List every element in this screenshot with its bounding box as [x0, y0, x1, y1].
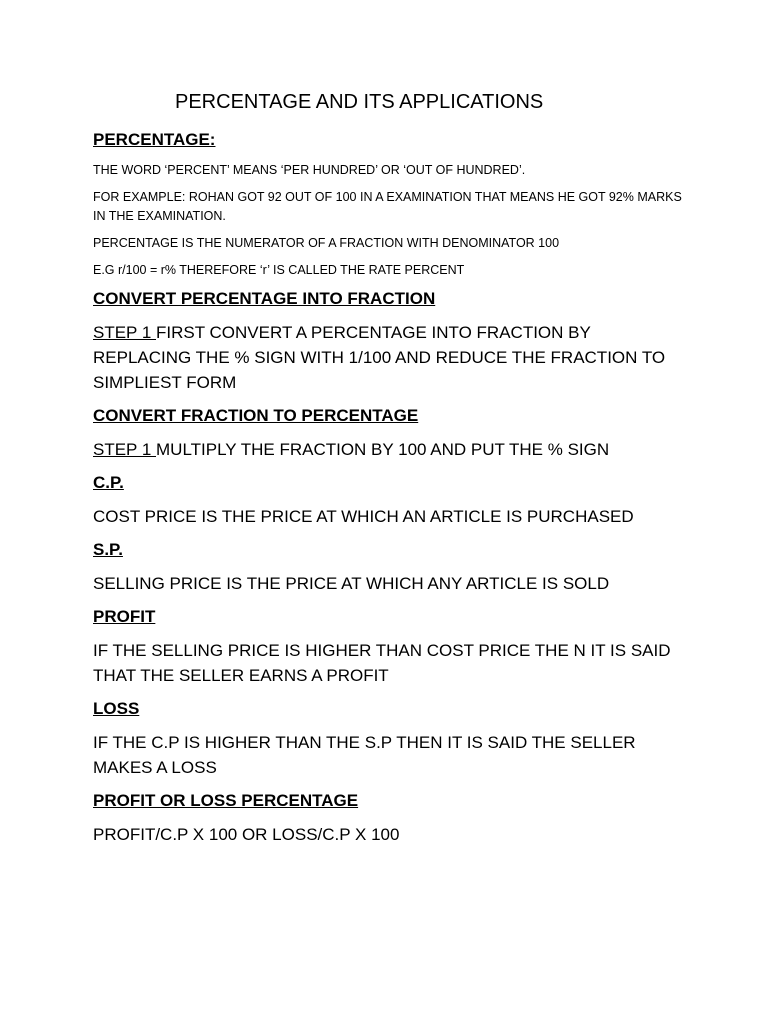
document-body: [93, 129, 683, 857]
step-fraction-to-percentage: [93, 437, 683, 462]
percentage-line-1: THE WORD ‘PERCENT’ MEANS ‘PER HUNDRED’ OR ‘OUT OF HUNDRED’.: [93, 163, 526, 177]
heading-loss: LOSS: [93, 699, 140, 718]
percentage-line-4: E.G r/100 = r% THEREFORE ‘r’ IS CALLED THE RATE PERCENT: [93, 263, 465, 277]
percentage-line-3: PERCENTAGE IS THE NUMERATOR OF A FRACTION WITH DENOMINATOR 100: [93, 236, 560, 250]
step-percentage-to-fraction: [93, 320, 683, 395]
cp-definition: COST PRICE IS THE PRICE AT WHICH AN ARTICLE IS PURCHASED: [93, 507, 634, 526]
step-label: STEP 1: [93, 440, 156, 459]
step-label: STEP 1: [93, 323, 156, 342]
loss-definition: IF THE C.P IS HIGHER THAN THE S.P THEN IT IS SAID THE SELLER MAKES A LOSS: [93, 733, 636, 777]
heading-cp: C.P.: [93, 473, 124, 492]
percentage-line-2: FOR EXAMPLE: ROHAN GOT 92 OUT OF 100 IN A EXAMINATION THAT MEANS HE GOT 92% MARKS IN THE EXAMINATION.: [93, 190, 682, 223]
heading-sp: S.P.: [93, 540, 123, 559]
heading-convert-percentage-to-fraction: CONVERT PERCENTAGE INTO FRACTION: [93, 289, 436, 308]
profit-definition: IF THE SELLING PRICE IS HIGHER THAN COST PRICE THE N IT IS SAID THAT THE SELLER EARNS A PROFIT: [93, 641, 671, 685]
heading-profit: PROFIT: [93, 607, 156, 626]
heading-percentage: PERCENTAGE:: [93, 130, 216, 149]
step-text: FIRST CONVERT A PERCENTAGE INTO FRACTION BY REPLACING THE % SIGN WITH 1/100 AND REDUCE THE FRACTION TO SIMPLIEST FORM: [93, 323, 666, 392]
sp-definition: SELLING PRICE IS THE PRICE AT WHICH ANY ARTICLE IS SOLD: [93, 574, 610, 593]
profit-or-loss-formula: PROFIT/C.P X 100 OR LOSS/C.P X 100: [93, 825, 400, 844]
step-text: MULTIPLY THE FRACTION BY 100 AND PUT THE % SIGN: [156, 440, 610, 459]
heading-convert-fraction-to-percentage: CONVERT FRACTION TO PERCENTAGE: [93, 406, 419, 425]
heading-profit-or-loss-percentage: PROFIT OR LOSS PERCENTAGE: [93, 791, 359, 810]
page-title: PERCENTAGE AND ITS APPLICATIONS: [175, 91, 544, 113]
